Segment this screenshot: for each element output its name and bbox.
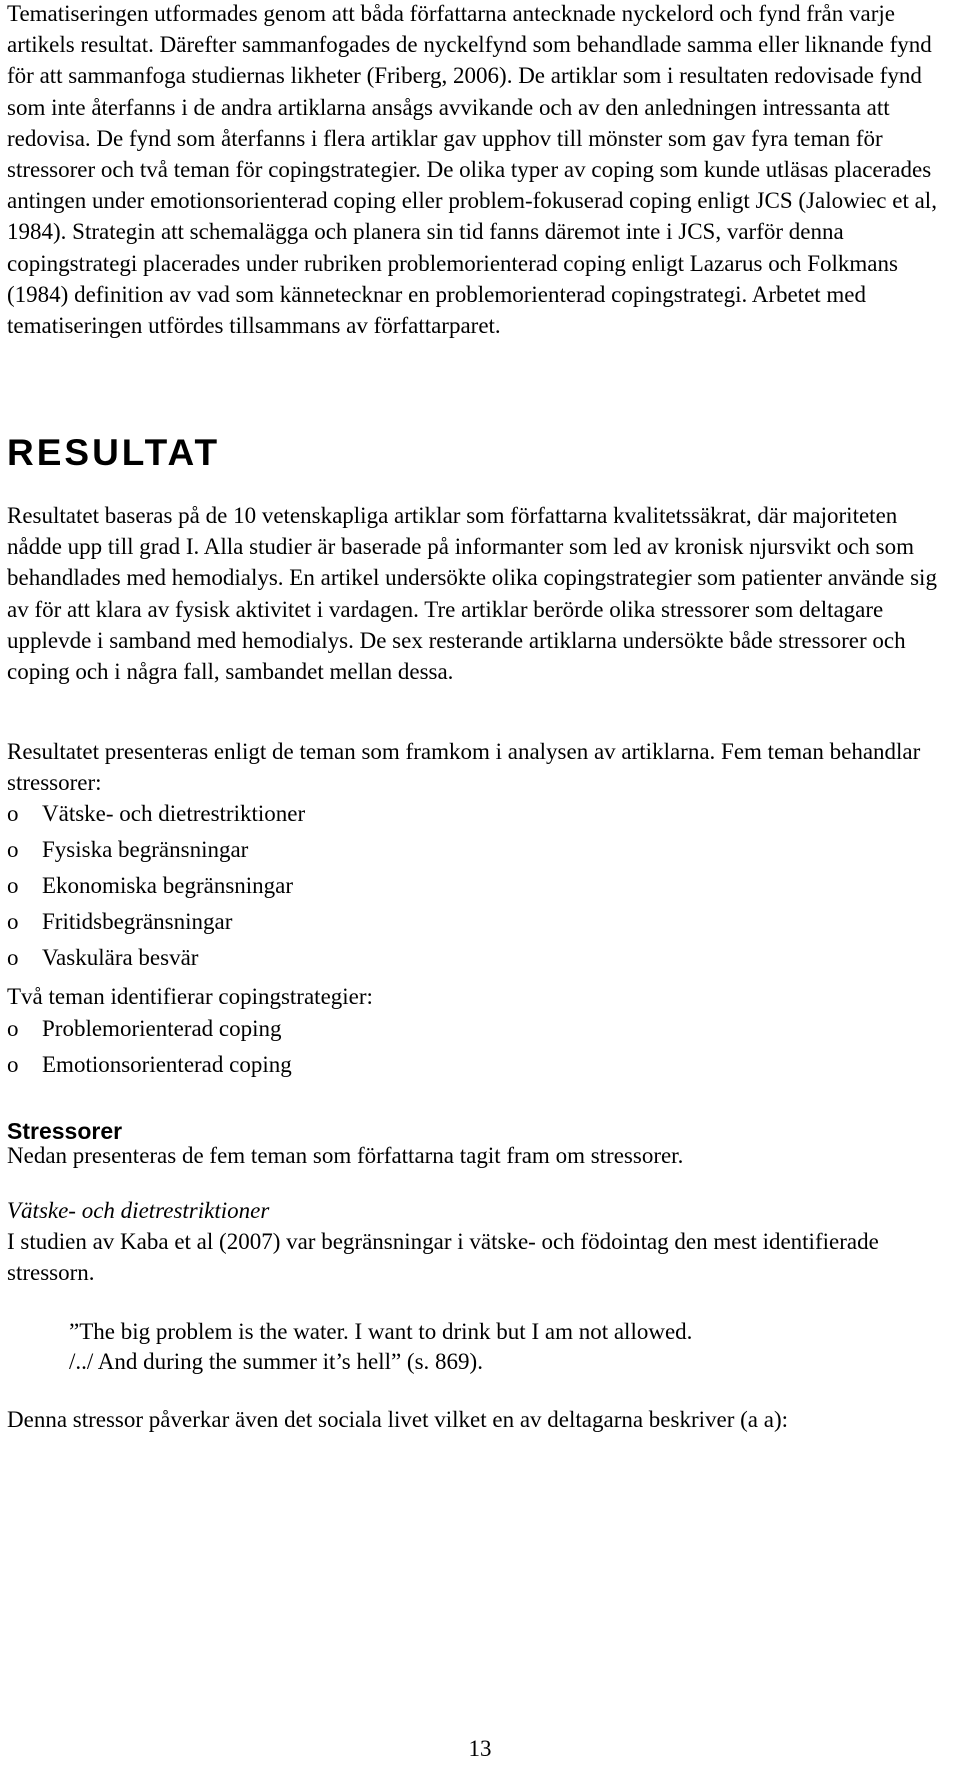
- list-item: [7, 940, 907, 976]
- list-item-label: Vaskulära besvär: [42, 945, 199, 970]
- list-item-label: Emotionsorienterad coping: [42, 1052, 292, 1077]
- result-paragraph-2: Resultatet presenteras enligt de teman som framkom i analysen av artiklarna. Fem teman behandlar stressorer:: [7, 739, 921, 796]
- coping-theme-list: [7, 1011, 907, 1083]
- subheading-fluid-diet: Vätske- och dietrestriktioner: [7, 1198, 270, 1223]
- bullet-marker: o: [7, 909, 19, 934]
- list-item: [7, 832, 907, 868]
- list-item-label: Vätske- och dietrestriktioner: [42, 801, 306, 826]
- method-paragraph: Tematiseringen utformades genom att båda författarna antecknade nyckelord och fynd från varje artikels resultat. Därefter sammanfogades de nyckelfynd som behandlade samma eller liknande fynd för att sammanfoga studiernas likheter (Friberg, 2006). De artiklar som i resultaten redovisade fynd som inte återfanns i de andra artiklarna ansågs avvikande och av den anledningen intressanta att redovisa. De fynd som återfanns i flera artiklar gav upphov till mönster som gav fyra teman för stressorer och två teman för copingstrategier. De olika typer av coping som kunde utläsas placerades antingen under emotionsorienterad coping eller problem-fokuserad coping enligt JCS (Jalowiec et al, 1984). Strategin att schemalägga och planera sin tid fanns däremot inte i JCS, varför denna copingstrategi placerades under rubriken problemorienterad coping enligt Lazarus och Folkmans (1984) definition av vad som kännetecknar en problemorienterad copingstrategi. Arbetet med tematiseringen utfördes tillsammans av författarparet.: [7, 1, 937, 339]
- subsection-paragraph: I studien av Kaba et al (2007) var begränsningar i vätske- och födointag den mest identifierade stressorn.: [7, 1229, 879, 1286]
- coping-intro: Två teman identifierar copingstrategier:: [7, 984, 373, 1009]
- stressorer-intro: Nedan presenteras de fem teman som författarna tagit fram om stressorer.: [7, 1143, 684, 1168]
- list-item-label: Problemorienterad coping: [42, 1016, 282, 1041]
- list-item-label: Fritidsbegränsningar: [42, 909, 233, 934]
- stressorer-heading: Stressorer: [7, 1118, 123, 1144]
- stressor-theme-list: [7, 796, 907, 976]
- bullet-marker: o: [7, 1016, 19, 1041]
- page-number: 13: [468, 1736, 492, 1761]
- bullet-marker: o: [7, 1052, 19, 1077]
- bullet-marker: o: [7, 837, 19, 862]
- closing-paragraph: Denna stressor påverkar även det sociala livet vilket en av deltagarna beskriver (a a):: [7, 1407, 789, 1432]
- bullet-marker: o: [7, 873, 19, 898]
- list-item-label: Ekonomiska begränsningar: [42, 873, 294, 898]
- bullet-marker: o: [7, 801, 19, 826]
- list-item: [7, 904, 907, 940]
- bullet-marker: o: [7, 945, 19, 970]
- quote-line-1: ”The big problem is the water. I want to drink but I am not allowed.: [69, 1319, 693, 1344]
- list-item: [7, 1011, 907, 1047]
- list-item-label: Fysiska begränsningar: [42, 837, 249, 862]
- result-heading: RESULTAT: [7, 432, 221, 473]
- list-item: [7, 868, 907, 904]
- list-item: [7, 796, 907, 832]
- list-item: [7, 1047, 907, 1083]
- result-paragraph-1: Resultatet baseras på de 10 vetenskapliga artiklar som författarna kvalitetssäkrat, där majoriteten nådde upp till grad I. Alla studier är baserade på informanter som led av kronisk njursvikt och som behandlades med hemodialys. En artikel undersökte olika copingstrategier som patienter använde sig av för att klara av fysisk aktivitet i vardagen. Tre artiklar berörde olika stressorer som deltagare upplevde i samband med hemodialys. De sex resterande artiklarna undersökte både stressorer och coping och i några fall, sambandet mellan dessa.: [7, 503, 937, 685]
- quote-line-2: /../ And during the summer it’s hell” (s. 869).: [69, 1349, 483, 1374]
